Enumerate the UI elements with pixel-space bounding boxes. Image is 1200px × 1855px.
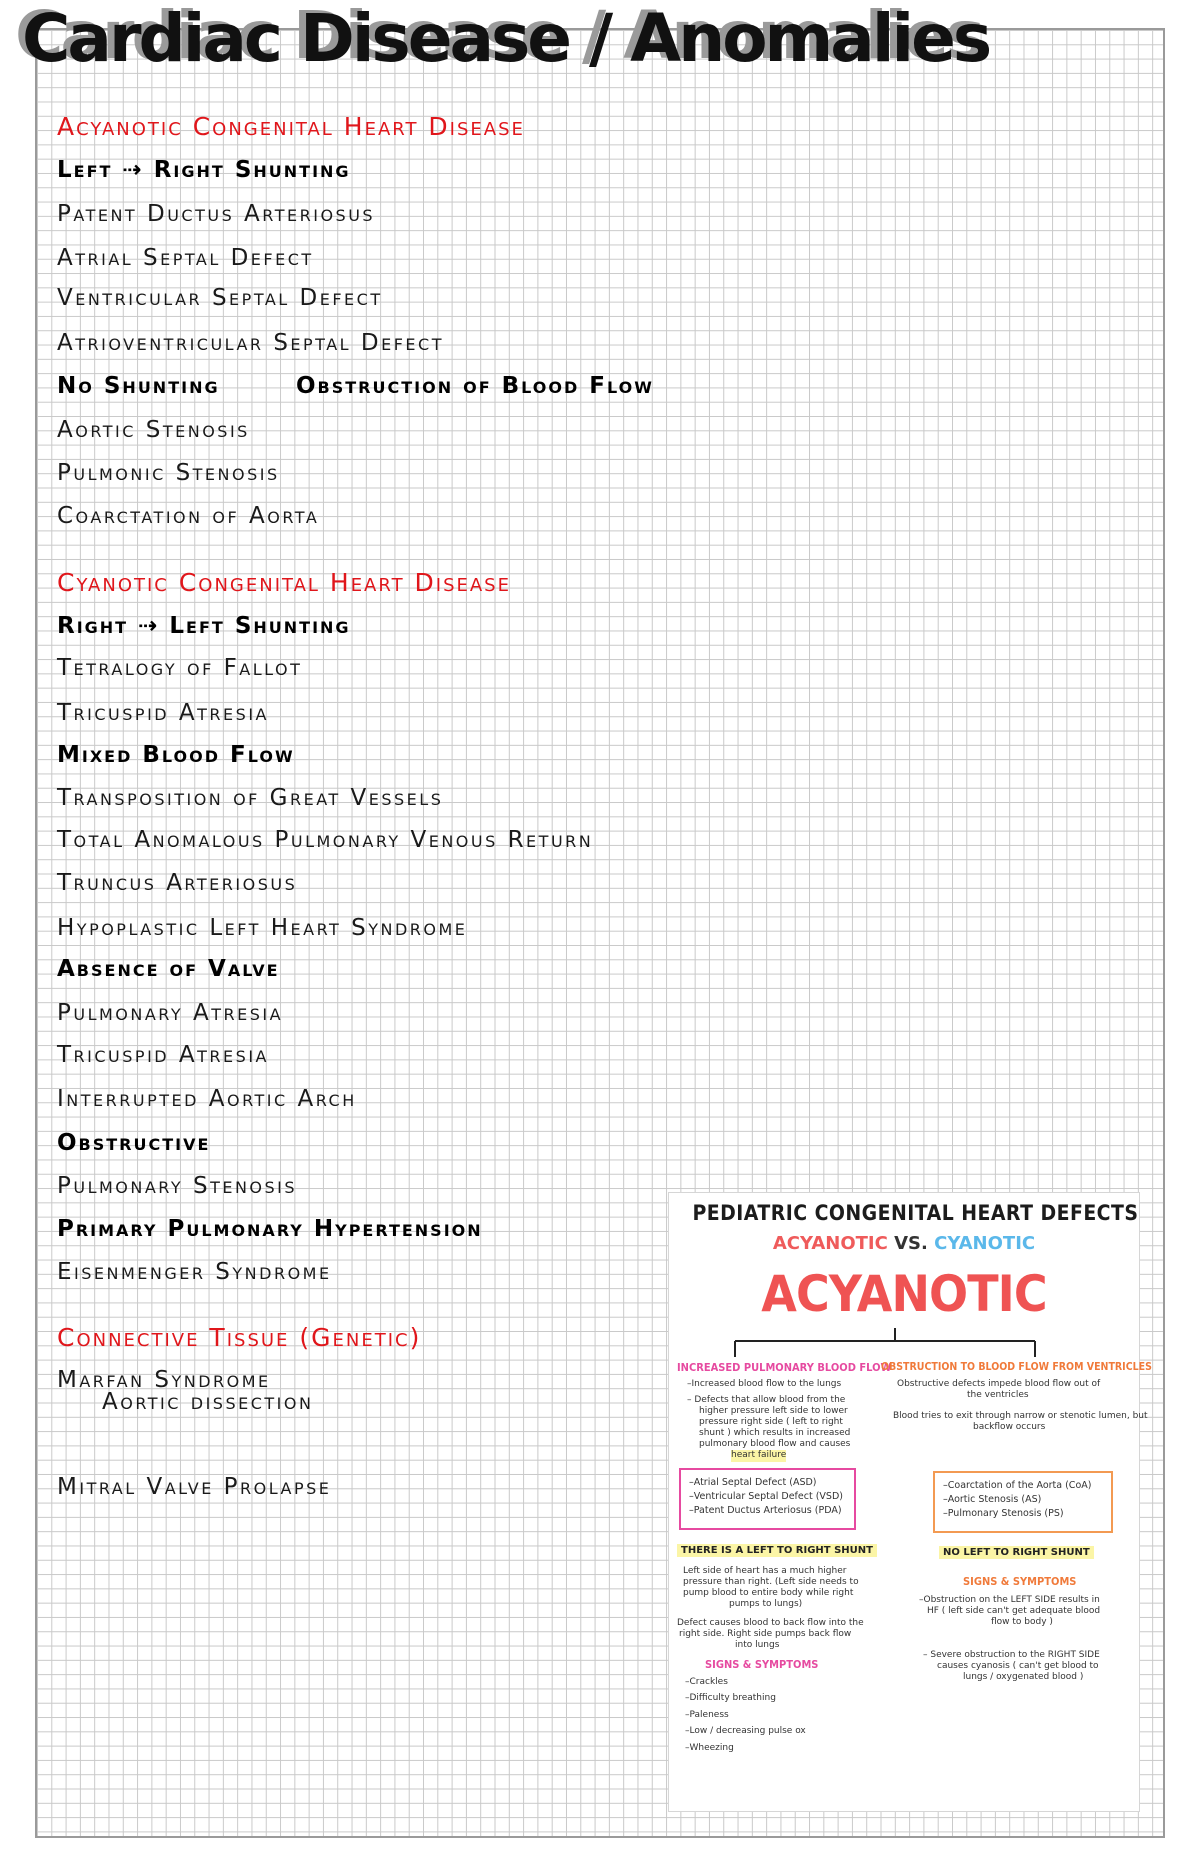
subheading-obstruction-blood-flow: Obstruction of Blood Flow	[296, 373, 654, 399]
right-box-item-coa: –Coarctation of the Aorta (CoA)	[943, 1480, 1092, 1491]
left-sign-wheezing: –Wheezing	[685, 1743, 734, 1753]
left-bullet-2-line-3: pressure right side ( left to right	[699, 1417, 843, 1427]
item-pulmonary-stenosis: Pulmonary Stenosis	[57, 1173, 298, 1199]
item-tricuspid-atresia: Tricuspid Atresia	[57, 700, 269, 726]
left-bullet-2-line-2: higher pressure left side to lower	[699, 1406, 848, 1416]
left-sign-pulse-ox: –Low / decreasing pulse ox	[685, 1726, 806, 1736]
heading-connective-tissue: Connective Tissue (Genetic)	[57, 1323, 422, 1352]
left-box-item-pda: –Patent Ductus Arteriosus (PDA)	[689, 1505, 842, 1516]
item-tgv: Transposition of Great Vessels	[57, 785, 444, 811]
right-desc-1-line-1: Obstructive defects impede blood flow out of	[897, 1379, 1101, 1389]
left-desc-1-line-4: pumps to lungs)	[729, 1599, 803, 1609]
left-bullet-1: –Increased blood flow to the lungs	[687, 1379, 842, 1389]
item-marfan: Marfan Syndrome	[57, 1367, 271, 1393]
page-title: Cardiac Disease / Anomalies	[22, 0, 990, 77]
left-shunt-banner: THERE IS A LEFT TO RIGHT SHUNT	[677, 1544, 877, 1557]
right-signs-heading: SIGNS & SYMPTOMS	[963, 1575, 1077, 1588]
subheading-left-right-shunting: Left ⇢ Right Shunting	[57, 157, 351, 183]
left-sign-difficulty-breathing: –Difficulty breathing	[685, 1693, 776, 1703]
right-defects-box	[933, 1471, 1113, 1533]
right-box-item-ps: –Pulmonary Stenosis (PS)	[943, 1508, 1064, 1519]
left-desc-2-line-1: Defect causes blood to back flow into the	[677, 1618, 864, 1628]
right-sign-1-line-2: HF ( left side can't get adequate blood	[927, 1606, 1101, 1616]
left-desc-2-line-3: into lungs	[735, 1640, 780, 1650]
right-heading: OBSTRUCTION TO BLOOD FLOW FROM VENTRICLES	[881, 1361, 1152, 1373]
left-desc-1-line-2: pressure than right. (Left side needs to	[683, 1577, 859, 1587]
item-pulmonary-atresia: Pulmonary Atresia	[57, 1000, 284, 1026]
item-aortic-dissection: Aortic dissection	[102, 1389, 314, 1415]
item-aortic-stenosis: Aortic Stenosis	[57, 417, 250, 443]
left-desc-1-line-1: Left side of heart has a much higher	[683, 1566, 847, 1576]
item-iaa: Interrupted Aortic Arch	[57, 1086, 357, 1112]
subheading-primary-pulmonary-hypertension: Primary Pulmonary Hypertension	[57, 1216, 483, 1242]
left-bullet-2-line-5: pulmonary blood flow and causes	[699, 1439, 851, 1449]
subtitle-vs: VS.	[894, 1233, 928, 1254]
heading-cyanotic: Cyanotic Congenital Heart Disease	[57, 568, 511, 597]
right-box-item-as: –Aortic Stenosis (AS)	[943, 1494, 1042, 1505]
left-box-item-asd: –Atrial Septal Defect (ASD)	[689, 1477, 817, 1488]
infographic-acyanotic	[668, 1192, 1152, 1812]
item-mvp: Mitral Valve Prolapse	[57, 1474, 332, 1500]
item-eisenmenger: Eisenmenger Syndrome	[57, 1259, 332, 1285]
item-asd: Atrial Septal Defect	[57, 245, 314, 271]
right-sign-2-line-2: causes cyanosis ( can't get blood to	[937, 1661, 1099, 1671]
right-sign-2-line-3: lungs / oxygenated blood )	[963, 1672, 1084, 1682]
left-bullet-2-line-6: heart failure	[731, 1450, 787, 1460]
left-bullet-2-line-4: shunt ) which results in increased	[699, 1428, 851, 1438]
right-shunt-banner: NO LEFT TO RIGHT SHUNT	[939, 1546, 1094, 1559]
subheading-right-left-shunting: Right ⇢ Left Shunting	[57, 613, 351, 639]
infographic-title: PEDIATRIC CONGENITAL HEART DEFECTS	[692, 1201, 1139, 1225]
left-defects-box	[679, 1468, 856, 1530]
right-sign-1-line-3: flow to body )	[991, 1617, 1053, 1627]
left-heading: INCREASED PULMONARY BLOOD FLOW	[677, 1361, 892, 1374]
left-sign-crackles: –Crackles	[685, 1677, 728, 1687]
subheading-no-shunting: No Shunting	[57, 373, 220, 399]
item-hlhs: Hypoplastic Left Heart Syndrome	[57, 915, 468, 941]
left-bullet-2-line-1: – Defects that allow blood from the	[687, 1395, 846, 1405]
heading-acyanotic: Acyanotic Congenital Heart Disease	[57, 112, 525, 141]
subtitle-cyanotic: CYANOTIC	[934, 1233, 1036, 1254]
item-tapvr: Total Anomalous Pulmonary Venous Return	[57, 827, 594, 853]
subheading-mixed-blood-flow: Mixed Blood Flow	[57, 742, 295, 768]
item-tof: Tetralogy of Fallot	[57, 655, 303, 681]
item-coarctation: Coarctation of Aorta	[57, 503, 320, 529]
left-box-item-vsd: –Ventricular Septal Defect (VSD)	[689, 1491, 843, 1502]
left-signs-heading: SIGNS & SYMPTOMS	[705, 1658, 819, 1671]
item-pulmonic-stenosis: Pulmonic Stenosis	[57, 460, 280, 486]
right-desc-2-line-2: backflow occurs	[973, 1422, 1046, 1432]
right-desc-1-line-2: the ventricles	[967, 1390, 1029, 1400]
item-tricuspid-atresia-2: Tricuspid Atresia	[57, 1042, 269, 1068]
left-desc-2-line-2: right side. Right side pumps back flow	[679, 1629, 852, 1639]
subheading-absence-of-valve: Absence of Valve	[57, 956, 280, 982]
subheading-obstructive: Obstructive	[57, 1130, 211, 1156]
left-sign-paleness: –Paleness	[685, 1710, 729, 1720]
infographic-main-title: ACYANOTIC	[761, 1265, 1047, 1323]
item-vsd: Ventricular Septal Defect	[57, 285, 383, 311]
right-desc-2-line-1: Blood tries to exit through narrow or stenotic lumen, but	[893, 1411, 1148, 1421]
item-truncus: Truncus Arteriosus	[57, 870, 298, 896]
item-avsd: Atrioventricular Septal Defect	[57, 330, 444, 356]
tree-connector-lines	[669, 1193, 1139, 1363]
item-pda: Patent Ductus Arteriosus	[57, 201, 376, 227]
right-sign-1-line-1: –Obstruction on the LEFT SIDE results in	[919, 1595, 1100, 1605]
left-desc-1-line-3: pump blood to entire body while right	[683, 1588, 854, 1598]
right-sign-2-line-1: – Severe obstruction to the RIGHT SIDE	[923, 1650, 1100, 1660]
subtitle-acyanotic: ACYANOTIC	[772, 1233, 888, 1254]
